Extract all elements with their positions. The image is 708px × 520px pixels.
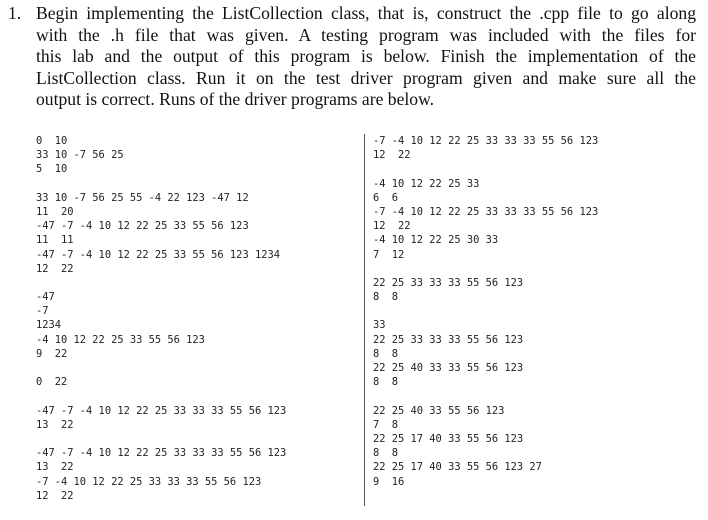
output-line: 22 25 17 40 33 55 56 123 27 <box>373 461 542 474</box>
output-line: 11 11 <box>36 234 74 247</box>
output-line: 1234 <box>36 319 62 332</box>
output-line <box>373 389 598 403</box>
question-line: with the .h file that was given. A testing program was included with the files for <box>36 24 696 45</box>
output-line: 22 25 40 33 33 55 56 123 <box>373 362 524 374</box>
output-line: 8 8 <box>373 291 399 304</box>
output-line: -4 10 12 22 25 33 55 56 123 <box>36 333 205 346</box>
output-line: -7 -4 10 12 22 25 33 33 33 55 56 123 <box>36 475 262 488</box>
output-line: 7 12 <box>373 248 405 261</box>
output-line <box>36 177 286 191</box>
output-line: 22 25 40 33 55 56 123 <box>373 404 505 417</box>
output-line: 6 6 <box>373 191 399 204</box>
output-line: 33 <box>373 319 386 332</box>
output-line: 33 10 -7 56 25 55 -4 22 123 -47 12 <box>36 191 249 204</box>
output-line: -7 -4 10 12 22 25 33 33 33 55 56 123 <box>373 135 599 147</box>
output-line: 11 20 <box>36 205 74 218</box>
output-line: -47 -7 -4 10 12 22 25 33 55 56 123 1234 <box>36 248 280 261</box>
question-text <box>36 3 696 111</box>
output-line <box>36 432 286 446</box>
question-line: this lab and the output of this program is below. Finish the implementation of the <box>36 46 696 66</box>
output-line: 7 8 <box>373 418 399 431</box>
output-line: 13 22 <box>36 461 74 474</box>
output-line: -47 -7 -4 10 12 22 25 33 33 33 55 56 123 <box>36 447 287 460</box>
output-line <box>373 304 598 318</box>
output-line: -7 -4 10 12 22 25 33 33 33 55 56 123 <box>373 205 599 218</box>
output-line: 8 8 <box>373 376 399 389</box>
output-line: -47 -7 -4 10 12 22 25 33 33 33 55 56 123 <box>36 404 287 417</box>
output-line <box>373 162 598 176</box>
question-line: output is correct. Runs of the driver programs are below. <box>36 89 435 109</box>
output-line: -47 <box>36 291 55 304</box>
output-line: 5 10 <box>36 163 68 176</box>
output-line <box>36 389 286 403</box>
output-line: -4 10 12 22 25 30 33 <box>373 234 499 247</box>
output-line: 0 10 <box>36 135 68 147</box>
output-line: 0 22 <box>36 376 68 389</box>
output-line: -47 -7 -4 10 12 22 25 33 55 56 123 <box>36 220 249 233</box>
output-line: 22 25 17 40 33 55 56 123 <box>373 432 524 445</box>
output-line: 8 8 <box>373 447 399 460</box>
output-line: 12 22 <box>373 220 411 233</box>
question-line: ListCollection class. Run it on the test driver program given and make sure all the <box>36 67 696 88</box>
output-line: 12 22 <box>373 149 411 162</box>
output-line: -7 <box>36 305 49 318</box>
question-number: 1. <box>8 3 22 23</box>
output-line <box>36 276 286 290</box>
output-line: 22 25 33 33 33 55 56 123 <box>373 276 524 289</box>
output-line <box>36 361 286 375</box>
column-divider <box>364 134 365 506</box>
output-line: 33 10 -7 56 25 <box>36 149 124 162</box>
output-line: 22 25 33 33 33 55 56 123 <box>373 333 524 346</box>
output-line <box>373 262 598 276</box>
program-output-left <box>36 134 286 503</box>
output-line: 9 16 <box>373 475 405 488</box>
question-line: Begin implementing the ListCollection class, that is, construct the .cpp file to go along <box>36 3 696 23</box>
output-line: 9 22 <box>36 347 68 360</box>
output-line: 13 22 <box>36 418 74 431</box>
program-output-right <box>373 134 598 489</box>
output-line: 8 8 <box>373 347 399 360</box>
output-line: -4 10 12 22 25 33 <box>373 177 480 190</box>
output-line: 12 22 <box>36 489 74 502</box>
output-line: 12 22 <box>36 262 74 275</box>
